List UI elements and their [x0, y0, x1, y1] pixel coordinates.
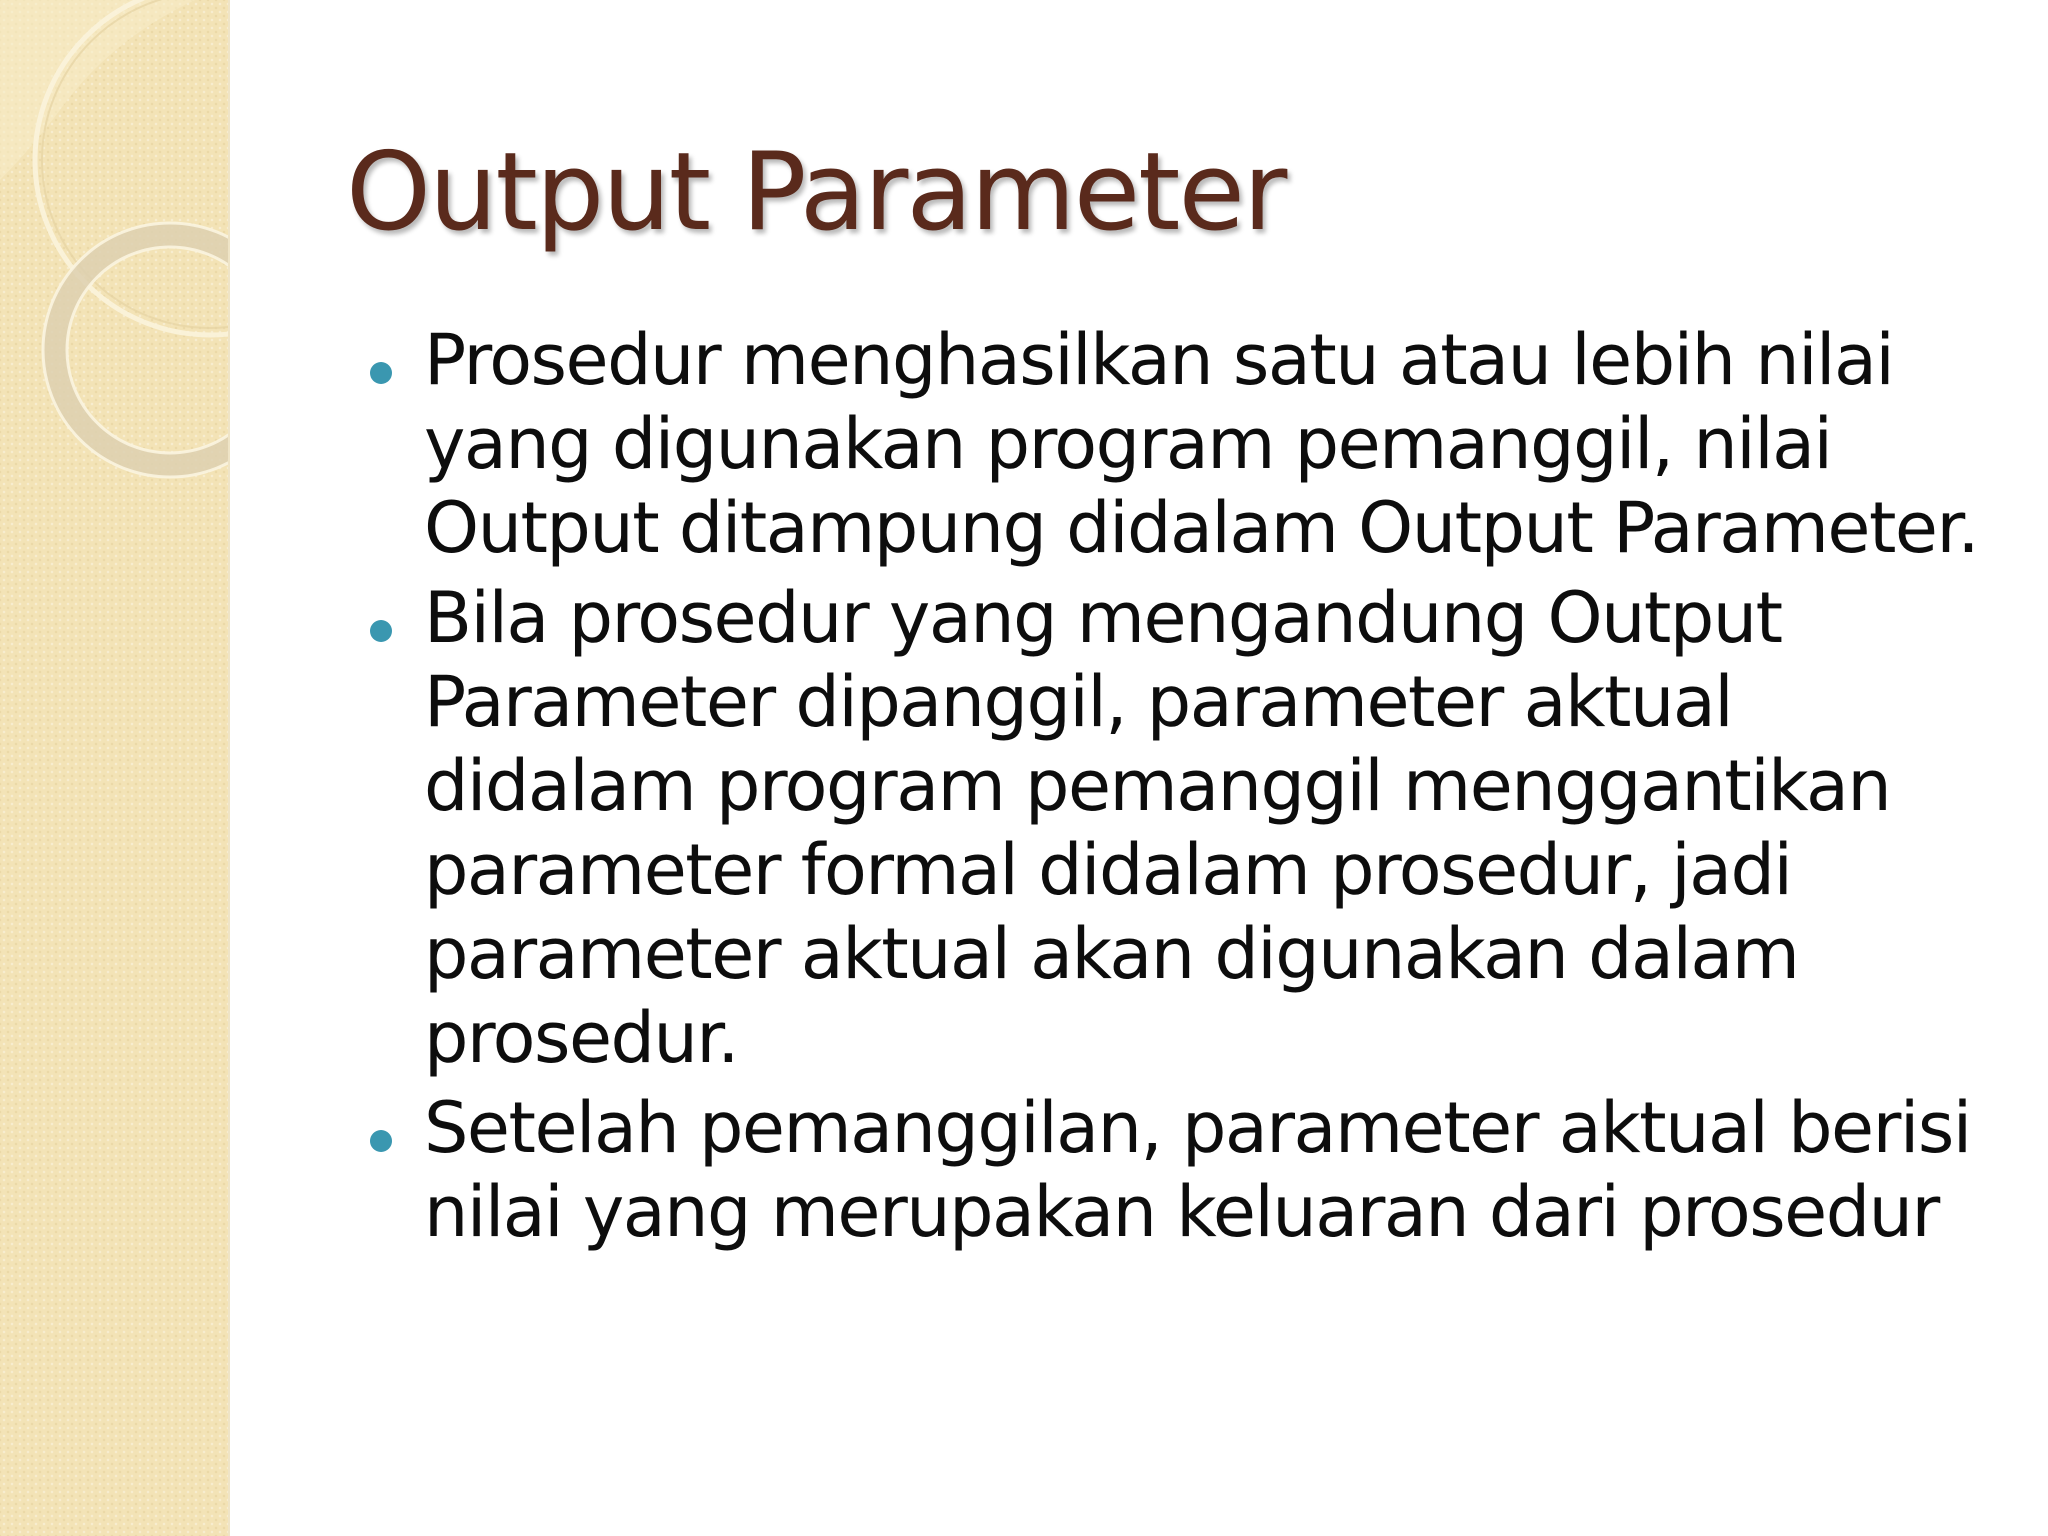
- slide-title: Output Parameter: [346, 130, 1286, 255]
- bullet-text: Setelah pemanggilan, parameter aktual berisi nilai yang merupakan keluaran dari prosedur: [424, 1087, 1971, 1253]
- bullet-text: Bila prosedur yang mengandung Output Parameter dipanggil, parameter aktual didalam program pemanggil menggantikan parameter formal didalam prosedur, jadi parameter aktual akan digunakan dalam prosedur.: [424, 577, 1891, 1079]
- bullet-text: Prosedur menghasilkan satu atau lebih nilai yang digunakan program pemanggil, nilai Output ditampung didalam Output Parameter.: [424, 319, 1979, 569]
- bullet-dot-icon: [370, 620, 392, 642]
- bullet-list: [346, 318, 1986, 1260]
- list-item: [346, 576, 1986, 1080]
- decorative-side-band: [0, 0, 230, 1536]
- bullet-dot-icon: [370, 362, 392, 384]
- list-item: [346, 1086, 1986, 1254]
- bullet-dot-icon: [370, 1130, 392, 1152]
- list-item: [346, 318, 1986, 570]
- decorative-circles-graphic: [0, 0, 228, 1536]
